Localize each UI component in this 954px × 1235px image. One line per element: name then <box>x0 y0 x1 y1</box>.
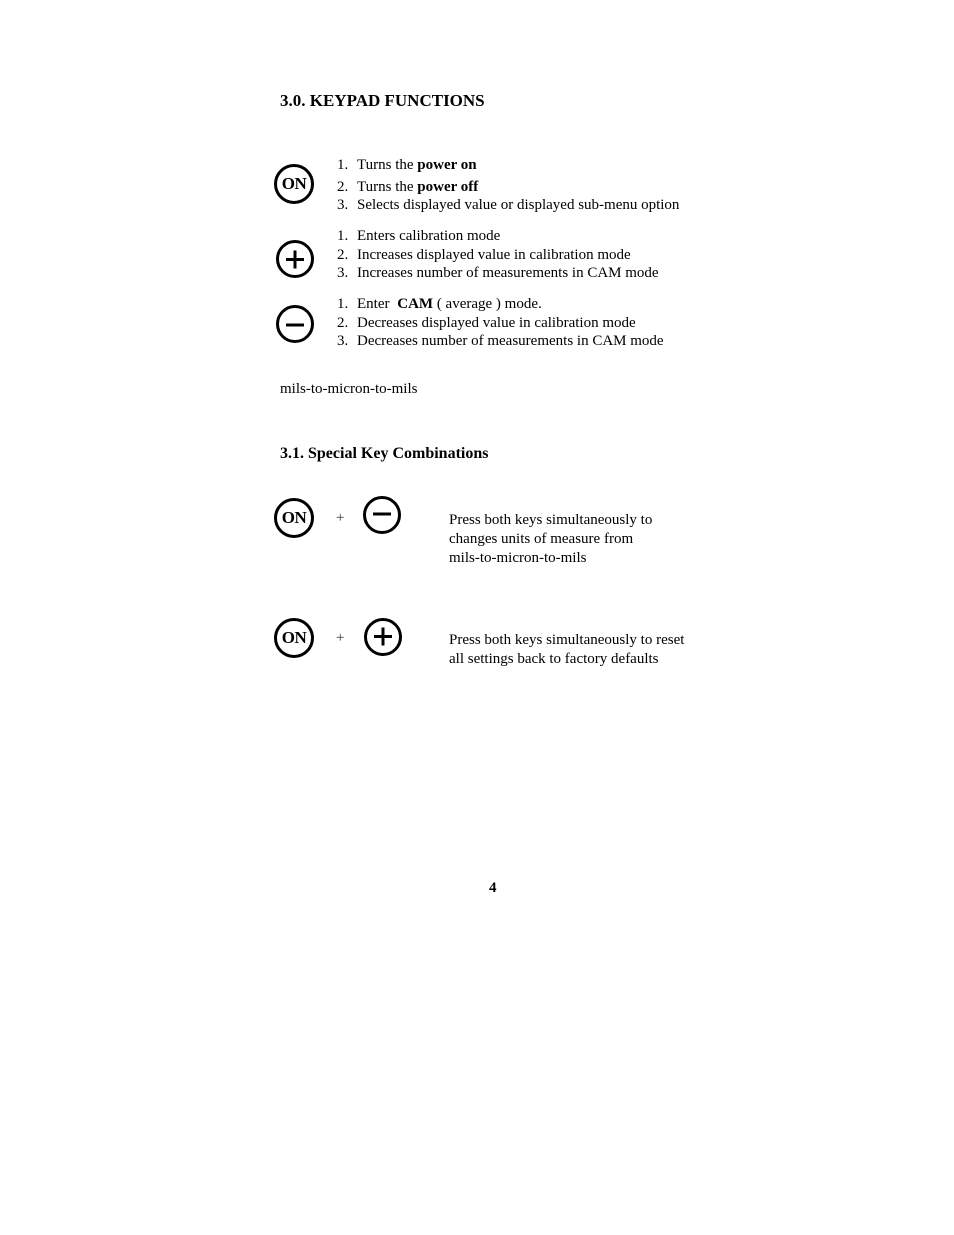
combo-1-description: Press both keys simultaneously to changes units of measure from mils-to-micron-to-mils <box>449 512 653 566</box>
minus-key-list <box>337 295 664 351</box>
plus-key-list <box>337 227 659 283</box>
minus-circle-icon <box>275 304 315 344</box>
plus-circle-icon <box>363 617 403 657</box>
on-key-icon <box>274 498 314 538</box>
list-item: 1. Turns the power on <box>337 157 477 173</box>
list-item: 1. Enters calibration mode <box>337 228 501 244</box>
list-item: 2. Increases displayed value in calibration mode <box>337 246 631 263</box>
list-item: 2. Decreases displayed value in calibration mode <box>337 314 636 331</box>
list-item: 2. Turns the power off <box>337 178 479 195</box>
combo-plus-sign: + <box>336 510 345 526</box>
on-key-label: ON <box>281 508 307 527</box>
on-key-icon <box>274 164 314 204</box>
on-key-label: ON <box>281 628 307 647</box>
combo-2-description: Press both keys simultaneously to reset all settings back to factory defaults <box>449 632 685 667</box>
on-key-list <box>337 156 679 215</box>
list-item: 3. Decreases number of measurements in CAM mode <box>337 333 664 349</box>
page-number: 4 <box>489 880 497 896</box>
list-item: 3. Increases number of measurements in CAM mode <box>337 265 659 281</box>
on-key-label: ON <box>281 174 307 193</box>
section-title: 3.0. KEYPAD FUNCTIONS <box>280 91 485 110</box>
on-key-icon <box>274 618 314 658</box>
minus-circle-icon <box>362 495 402 535</box>
combo-plus-sign: + <box>336 630 345 646</box>
list-item: 3. Selects displayed value or displayed sub-menu option <box>337 197 680 213</box>
list-item: 1. Enter CAM ( average ) mode. <box>337 296 542 312</box>
stray-units-text: mils-to-micron-to-mils <box>280 381 418 397</box>
plus-circle-icon <box>275 239 315 279</box>
subsection-title: 3.1. Special Key Combinations <box>280 445 489 462</box>
